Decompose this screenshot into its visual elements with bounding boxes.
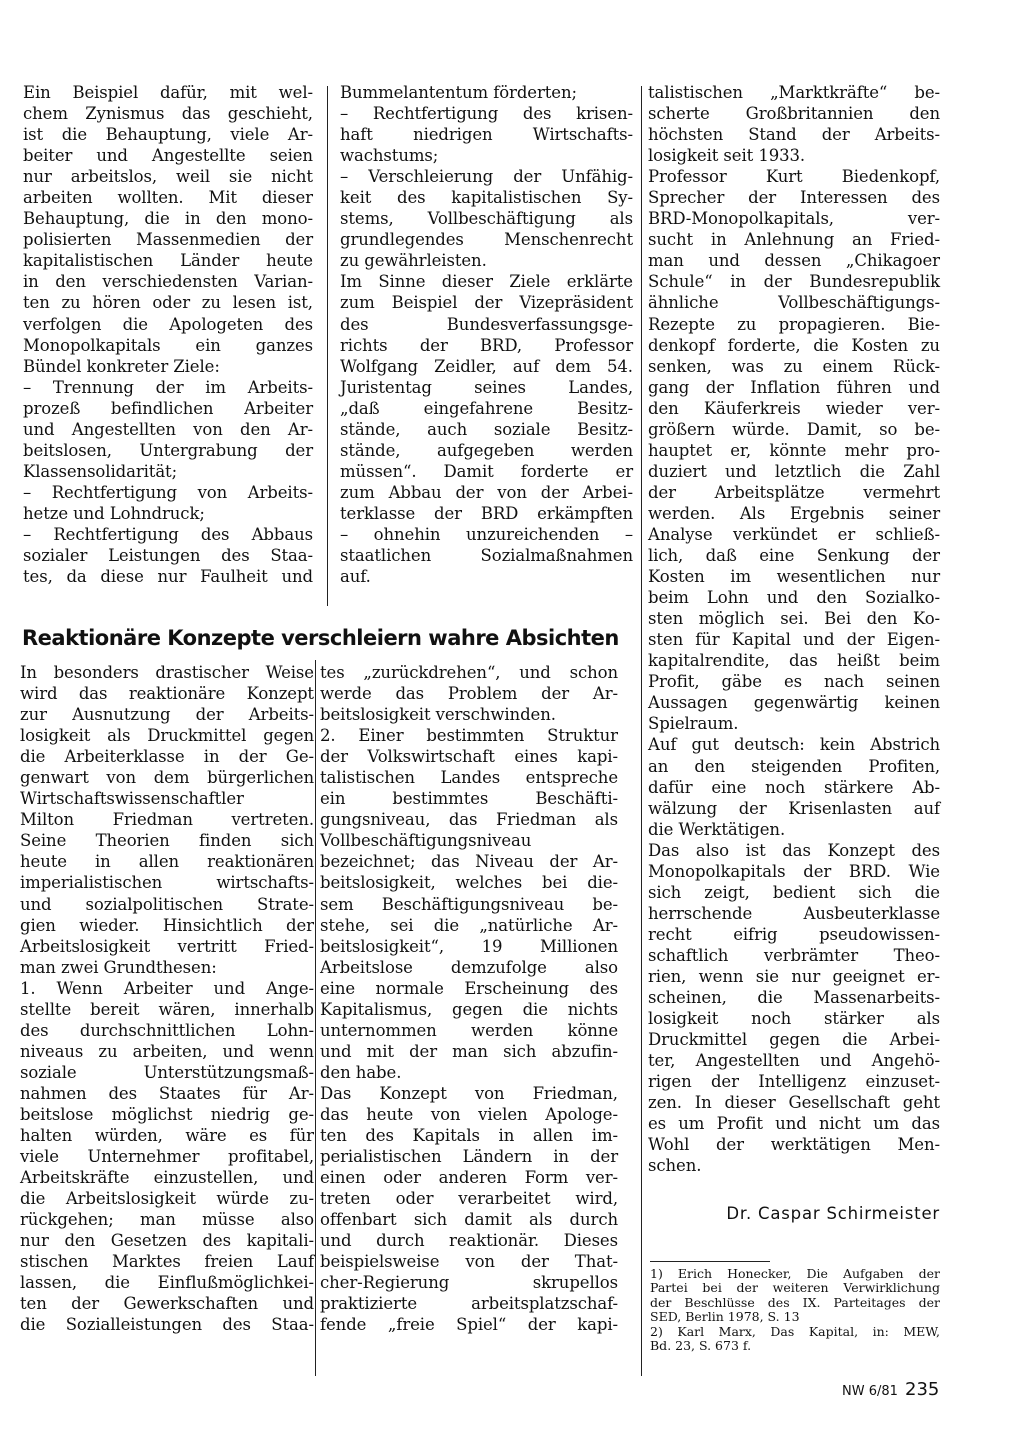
text-line: perialistischen Ländern in der [320,1147,618,1167]
text-line: – Rechtfertigung des krisen- [340,104,633,124]
text-line: die Arbeiterklasse in der Ge- [20,747,314,767]
text-line: recht eifrig pseudowissen- [648,924,940,944]
text-line: unternommen werden könne [320,1020,618,1040]
text-line: größern würde. Damit, so be- [648,419,940,439]
text-line: wachstums; [340,146,439,166]
text-line: Klassensolidarität; [23,461,178,481]
text-line: in den verschiedensten Varian- [23,272,313,292]
text-line: – Verschleierung der Unfähig- [340,167,633,187]
article-column-bottom-1 [20,662,314,1336]
text-line: nahmen des Staates für Ar- [20,1083,314,1103]
text-line: arbeiten wollten. Mit dieser [23,188,313,208]
text-line: praktizierte arbeitsplatzschaf- [320,1294,618,1314]
text-line: Sprecher der Interessen des [648,188,940,208]
issue-label: NW 6/81 [842,1384,898,1399]
text-line: stems, Vollbeschäftigung als [340,209,633,229]
text-line: lassen, die Einflußmöglichkei- [20,1273,314,1293]
text-line: hauptet er, könnte mehr pro- [648,440,940,460]
text-line: Juristentag seines Landes, [340,377,633,397]
column-rule [327,86,328,606]
text-line: Professor Kurt Biedenkopf, [648,167,940,187]
text-line: beim Lohn und den Sozialko- [648,588,940,608]
text-line: sucht in Anlehnung an Fried- [648,230,940,250]
text-line: beitslosen, Untergrabung der [23,440,313,460]
text-line: tes, da diese nur Faulheit und [23,567,313,587]
text-line: chem Zynismus das geschieht, [23,104,313,124]
text-line: Arbeitslosigkeit vertritt Fried- [20,936,314,956]
text-line: einen oder anderen Form ver- [320,1168,618,1188]
text-line: des Bundesverfassungsge- [340,314,633,334]
text-line: dafür eine noch stärkere Ab- [648,777,940,797]
text-line: die Werktätigen. [648,819,786,839]
page-number: 235 [905,1379,940,1400]
text-line: Partei bei der weiteren Verwirklichung [650,1280,940,1296]
text-line: SED, Berlin 1978, S. 13 [650,1309,800,1325]
text-line: sten möglich sei. Bei den Ko- [648,609,940,629]
text-line: stände, auch soziale Besitz- [340,419,633,439]
text-line: stände, aufgegeben werden [340,440,633,460]
text-line: rückgehen; man müsse also [20,1210,314,1230]
text-line: rigen der Intelligenz einzuset- [648,1072,940,1092]
text-line: denkopf forderte, die Kosten zu [648,335,940,355]
text-line: Spielraum. [648,714,739,734]
text-line: der Beschlüsse des IX. Parteitages der [650,1294,940,1310]
text-line: Behauptung, die in den mono- [23,209,313,229]
text-line: niveaus zu arbeiten, und wenn [20,1041,314,1061]
text-line: talistischen „Marktkräfte“ be- [648,83,940,102]
text-line: kapitalistischen Länder heute [23,251,313,271]
text-line: ten des Kapitals in allen im- [320,1126,618,1146]
text-line: polisierten Massenmedien der [23,230,313,250]
text-line: – ohnehin unzureichenden – [340,524,633,544]
text-line: die Sozialleistungen des Staa- [20,1315,314,1335]
text-line: werden. Als Ergebnis seiner [648,503,940,523]
text-line: nur arbeitslos, weil sie nicht [23,167,313,187]
text-line: Wohl der werktätigen Men- [648,1135,940,1155]
text-line: zu gewährleisten. [340,251,487,271]
text-line: man und dessen „Chikagoer [648,251,940,271]
text-line: losigkeit noch stärker als [648,1009,940,1029]
text-line: zum Beispiel der Vizepräsident [340,293,633,313]
text-line: das heute von vielen Apologe- [320,1104,618,1124]
text-line: treten oder verarbeitet wird, [320,1189,618,1209]
text-line: scherte Großbritannien den [648,104,940,124]
text-line: wird das reaktionäre Konzept [20,684,314,704]
text-line: bezeichnet; das Niveau der Ar- [320,852,618,872]
text-line: gien wieder. Hinsichtlich der [20,915,314,935]
text-line: an den steigenden Profiten, [648,756,940,776]
text-line: sten für Kapital und der Eigen- [648,630,940,650]
text-line: 2. Einer bestimmten Struktur [320,726,618,746]
text-line: ähnliche Vollbeschäftigungs- [648,293,940,313]
article-column-right [648,82,940,1176]
text-line: sozialer Leistungen des Staa- [23,546,313,566]
text-line: und Angestellten von den Ar- [23,419,313,439]
article-column-top-1 [23,82,313,587]
text-line: ten zu hören oder zu lesen ist, [23,293,313,313]
text-line: fende „freie Spiel“ der kapi- [320,1315,618,1335]
text-line: Rezepte zu propagieren. Bie- [648,314,940,334]
text-line: ein bestimmtes Beschäfti- [320,789,618,809]
text-line: Das also ist das Konzept des [648,840,940,860]
text-line: ist die Behauptung, viele Ar- [23,125,313,145]
text-line: keit des kapitalistischen Sy- [340,188,633,208]
text-line: den Käuferkreis wieder ver- [648,398,940,418]
text-line: – Trennung der im Arbeits- [23,377,313,397]
text-line: grundlegendes Menschenrecht [340,230,633,250]
text-line: talistischen Landes entspreche [320,768,618,788]
text-line: Monopolkapitals der BRD. Wie [648,861,940,881]
text-line: rien, wenn sie nur geeignet er- [648,966,940,986]
text-line: Ein Beispiel dafür, mit wel- [23,83,313,102]
text-line: Monopolkapitals ein ganzes [23,335,313,355]
text-line: offenbart sich damit als durch [320,1210,618,1230]
text-line: Im Sinne dieser Ziele erklärte [340,272,633,292]
text-line: staatlichen Sozialmaßnahmen [340,546,633,566]
text-line: gang der Inflation führen und [648,377,940,397]
footnotes [650,1267,940,1353]
text-line: sem Beschäftigungsniveau be- [320,894,618,914]
text-line: Arbeitslose demzufolge also [320,957,618,977]
text-line: Profit, gäbe es nach seinen [648,672,940,692]
text-line: lich, daß eine Senkung der [648,546,940,566]
text-line: kapitalrendite, das heißt beim [648,651,940,671]
text-line: genwart von dem bürgerlichen [20,768,314,788]
text-line: Seine Theorien finden sich [20,831,314,851]
column-rule [315,660,316,1376]
text-line: der Volkswirtschaft eines kapi- [320,747,618,767]
text-line: schen. [648,1156,702,1176]
text-line: der Arbeitsplätze vermehrt [648,482,940,502]
text-line: 1. Wenn Arbeiter und Ange- [20,978,314,998]
text-line: auf. [340,567,371,587]
text-line: die Arbeitslosigkeit würde zu- [20,1189,314,1209]
text-line: halten würden, wäre es für [20,1126,314,1146]
text-line: – Rechtfertigung von Arbeits- [23,482,313,502]
text-line: Kosten im wesentlichen nur [648,567,940,587]
text-line: beitslosigkeit verschwinden. [320,705,556,725]
text-line: Arbeitskräfte einzustellen, und [20,1168,314,1188]
text-line: richts der BRD, Professor [340,335,633,355]
text-line: Kapitalismus, gegen die nichts [320,999,618,1019]
text-line: 2) Karl Marx, Das Kapital, in: MEW, [650,1323,940,1339]
text-line: prozeß befindlichen Arbeiter [23,398,313,418]
text-line: verfolgen die Apologeten des [23,314,313,334]
text-line: haft niedrigen Wirtschafts- [340,125,633,145]
text-line: Vollbeschäftigungsniveau [320,831,532,851]
text-line: losigkeit seit 1933. [648,146,806,166]
text-line: hetze und Lohndruck; [23,503,205,523]
text-line: nur den Gesetzen des kapitali- [20,1231,314,1251]
text-line: beitslose möglichst niedrig ge- [20,1104,314,1124]
text-line: sich zeigt, bedient sich die [648,882,940,902]
text-line: zur Ausnutzung der Arbeits- [20,705,314,725]
text-line: stischen Marktes freien Lauf [20,1252,314,1272]
text-line: stellte bereit wären, innerhalb [20,999,314,1019]
article-column-top-2 [340,82,633,587]
text-line: man zwei Grundthesen: [20,957,217,977]
text-line: müssen“. Damit forderte er [340,461,633,481]
text-line: beiter und Angestellte seien [23,146,313,166]
text-line: den habe. [320,1062,402,1082]
text-line: und mit der man sich abzufin- [320,1041,618,1061]
text-line: Wirtschaftswissenschaftler [20,789,244,809]
text-line: wälzung der Krisenlasten auf [648,798,940,818]
text-line: werde das Problem der Ar- [320,684,618,704]
author-signature: Dr. Caspar Schirmeister [726,1204,940,1223]
text-line: Aussagen gegenwärtig keinen [648,693,940,713]
text-line: Bummelantentum förderten; [340,83,577,102]
text-line: Schule“ in der Bundesrepublik [648,272,940,292]
column-rule [641,86,642,1376]
text-line: Druckmittel gegen die Arbei- [648,1030,940,1050]
text-line: scheinen, die Massenarbeits- [648,988,940,1008]
text-line: Bündel konkreter Ziele: [23,356,220,376]
text-line: beispielsweise von der That- [320,1252,618,1272]
text-line: zen. In dieser Gesellschaft geht [648,1093,940,1113]
text-line: BRD-Monopolkapitals, ver- [648,209,940,229]
text-line: des durchschnittlichen Lohn- [20,1020,314,1040]
text-line: herrschende Ausbeuterklasse [648,903,940,923]
text-line: beitslosigkeit, welches bei die- [320,873,618,893]
text-line: losigkeit als Druckmittel gegen [20,726,314,746]
text-line: In besonders drastischer Weise [20,663,314,682]
text-line: Auf gut deutsch: kein Abstrich [648,735,940,755]
article-column-bottom-2 [320,662,618,1336]
text-line: und durch reaktionär. Dieses [320,1231,618,1251]
text-line: Das Konzept von Friedman, [320,1083,618,1103]
text-line: senken, was zu einem Rück- [648,356,940,376]
footnote-rule [650,1261,770,1262]
text-line: terklasse der BRD erkämpften [340,503,633,523]
text-line: stehe, sei die „natürliche Ar- [320,915,618,935]
text-line: und sozialpolitischen Strate- [20,894,314,914]
text-line: tes „zurückdrehen“, und schon [320,663,618,682]
text-line: „daß eingefahrene Besitz- [340,398,633,418]
text-line: soziale Unterstützungsmaß- [20,1062,314,1082]
text-line: ter, Angestellten und Angehö- [648,1051,940,1071]
text-line: 1) Erich Honecker, Die Aufgaben der [650,1266,940,1281]
text-line: höchsten Stand der Arbeits- [648,125,940,145]
text-line: gungsniveau, das Friedman als [320,810,618,830]
text-line: es um Profit und nicht um das [648,1114,940,1134]
text-line: Analyse verkündet er schließ- [648,524,940,544]
text-line: cher-Regierung skrupellos [320,1273,618,1293]
text-line: ten der Gewerkschaften und [20,1294,314,1314]
text-line: viele Unternehmer profitabel, [20,1147,314,1167]
text-line: schaftlich verbrämter Theo- [648,945,940,965]
text-line: Bd. 23, S. 673 f. [650,1338,752,1354]
text-line: heute in allen reaktionären [20,852,314,872]
text-line: zum Abbau der von der Arbei- [340,482,633,502]
text-line: duziert und letztlich die Zahl [648,461,940,481]
text-line: Wolfgang Zeidler, auf dem 54. [340,356,633,376]
text-line: – Rechtfertigung des Abbaus [23,524,313,544]
text-line: Milton Friedman vertreten. [20,810,314,830]
text-line: imperialistischen wirtschafts- [20,873,314,893]
section-heading: Reaktionäre Konzepte verschleiern wahre Absichten [22,626,619,650]
text-line: eine normale Erscheinung des [320,978,618,998]
text-line: beitslosigkeit“, 19 Millionen [320,936,618,956]
